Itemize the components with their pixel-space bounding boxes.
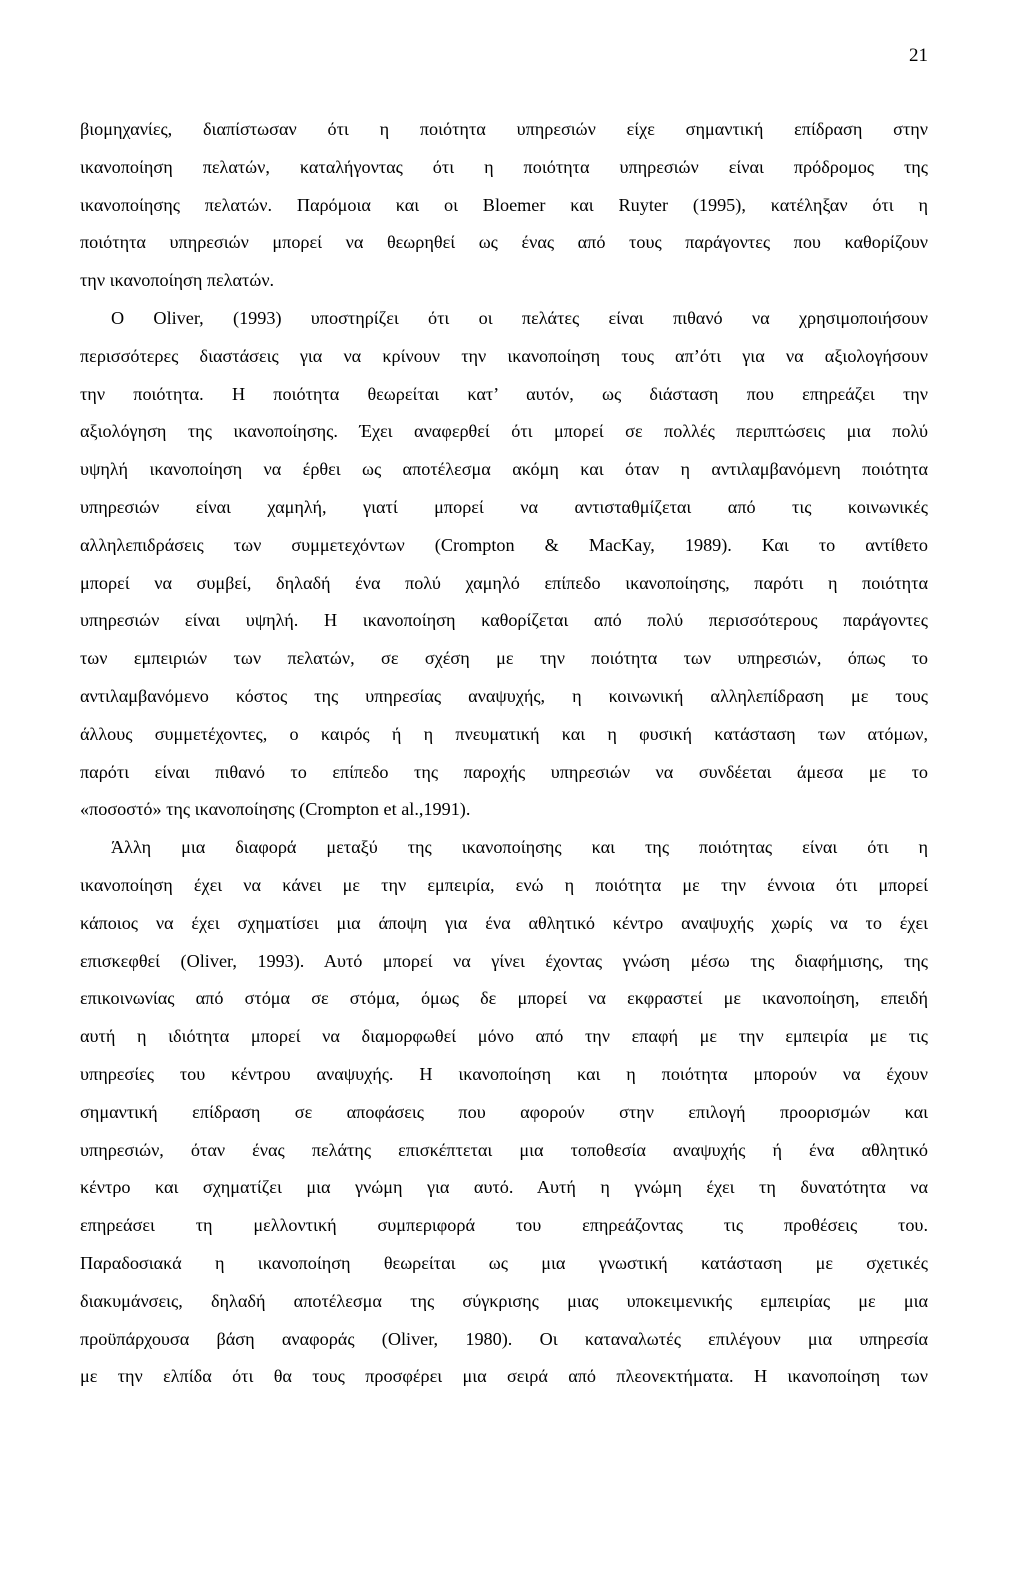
text-line: κέντρο και σχηματίζει μια γνώμη για αυτό. Αυτή η γνώμη έχει τη δυνατότητα να xyxy=(80,1177,928,1198)
text-line: βιομηχανίες, διαπίστωσαν ότι η ποιότητα υπηρεσιών είχε σημαντική επίδραση στην xyxy=(80,119,928,139)
text-line: ικανοποίησης πελατών. Παρόμοια και οι Bloemer και Ruyter (1995), κατέληξαν ότι η xyxy=(80,194,928,215)
text-line: ικανοποίηση πελατών, καταλήγοντας ότι η ποιότητα υπηρεσιών είναι πρόδρομος της xyxy=(80,156,928,177)
text-line: αλληλεπιδράσεις των συμμετεχόντων (Crompton & MacKay, 1989). Και το αντίθετο xyxy=(80,534,928,555)
text-line: Παραδοσιακά η ικανοποίηση θεωρείται ως μια γνωστική κατάσταση με σχετικές xyxy=(80,1252,928,1273)
text-line: σημαντική επίδραση σε αποφάσεις που αφορούν στην επιλογή προορισμών και xyxy=(80,1101,928,1122)
text-line: αντιλαμβανόμενο κόστος της υπηρεσίας αναψυχής, η κοινωνική αλληλεπίδραση με τους xyxy=(80,685,928,706)
text-line: παρότι είναι πιθανό το επίπεδο της παροχής υπηρεσιών να συνδέεται άμεσα με το xyxy=(80,761,928,782)
text-line: υπηρεσιών είναι υψηλή. Η ικανοποίηση καθορίζεται από πολύ περισσότερους παράγοντες xyxy=(80,610,928,631)
text-line: Ο Oliver, (1993) υποστηρίζει ότι οι πελάτες είναι πιθανό να χρησιμοποιήσουν xyxy=(111,307,928,328)
text-line: επικοινωνίας από στόμα σε στόμα, όμως δε μπορεί να εκφραστεί με ικανοποίηση, επειδή xyxy=(80,988,928,1009)
text-line: επισκεφθεί (Oliver, 1993). Αυτό μπορεί να γίνει έχοντας γνώση μέσω της διαφήμισης, της xyxy=(80,950,928,971)
text-line: υπηρεσιών είναι χαμηλή, γιατί μπορεί να αντισταθμίζεται από τις κοινωνικές xyxy=(80,496,928,517)
text-line: άλλους συμμετέχοντες, ο καιρός ή η πνευματική και η φυσική κατάσταση των ατόμων, xyxy=(80,723,928,744)
text-line: επηρεάσει τη μελλοντική συμπεριφορά του επηρεάζοντας τις προθέσεις του. xyxy=(80,1215,928,1236)
text-line: την ποιότητα. Η ποιότητα θεωρείται κατ’ αυτόν, ως διάσταση που επηρεάζει την xyxy=(80,383,928,404)
page-number: 21 xyxy=(909,45,928,66)
text-line: την ικανοποίηση πελατών. xyxy=(80,270,275,291)
body-text xyxy=(80,111,928,1396)
text-line: ικανοποίηση έχει να κάνει με την εμπειρία, ενώ η ποιότητα με την έννοια ότι μπορεί xyxy=(80,874,928,895)
text-line: υψηλή ικανοποίηση να έρθει ως αποτέλεσμα ακόμη και όταν η αντιλαμβανόμενη ποιότητα xyxy=(80,459,928,480)
text-line: αξιολόγηση της ικανοποίησης. Έχει αναφερθεί ότι μπορεί σε πολλές περιπτώσεις μια πολύ xyxy=(80,421,928,442)
text-line: ποιότητα υπηρεσιών μπορεί να θεωρηθεί ως ένας από τους παράγοντες που καθορίζουν xyxy=(80,232,928,253)
text-line: «ποσοστό» της ικανοποίησης (Crompton et al.,1991). xyxy=(80,799,471,820)
text-line: με την ελπίδα ότι θα τους προσφέρει μια σειρά από πλεονεκτήματα. Η ικανοποίηση των xyxy=(80,1366,928,1387)
text-line: υπηρεσιών, όταν ένας πελάτης επισκέπτεται μια τοποθεσία αναψυχής ή ένα αθλητικό xyxy=(80,1139,928,1160)
text-line: διακυμάνσεις, δηλαδή αποτέλεσμα της σύγκρισης μιας υποκειμενικής εμπειρίας με μια xyxy=(80,1290,928,1311)
text-line: των εμπειριών των πελατών, σε σχέση με την ποιότητα των υπηρεσιών, όπως το xyxy=(80,648,928,669)
text-line: αυτή η ιδιότητα μπορεί να διαμορφωθεί μόνο από την επαφή με την εμπειρία με τις xyxy=(80,1026,928,1047)
text-line: περισσότερες διαστάσεις για να κρίνουν την ικανοποίηση τους απ’ότι για να αξιολογήσουν xyxy=(80,345,928,366)
text-line: υπηρεσίες του κέντρου αναψυχής. Η ικανοποίηση και η ποιότητα μπορούν να έχουν xyxy=(80,1063,928,1084)
text-line: προϋπάρχουσα βάση αναφοράς (Oliver, 1980). Οι καταναλωτές επιλέγουν μια υπηρεσία xyxy=(80,1328,928,1349)
text-line: κάποιος να έχει σχηματίσει μια άποψη για ένα αθλητικό κέντρο αναψυχής χωρίς να το έχει xyxy=(80,912,928,933)
text-line: Άλλη μια διαφορά μεταξύ της ικανοποίησης και της ποιότητας είναι ότι η xyxy=(111,837,928,858)
text-line: μπορεί να συμβεί, δηλαδή ένα πολύ χαμηλό επίπεδο ικανοποίησης, παρότι η ποιότητα xyxy=(80,572,928,593)
